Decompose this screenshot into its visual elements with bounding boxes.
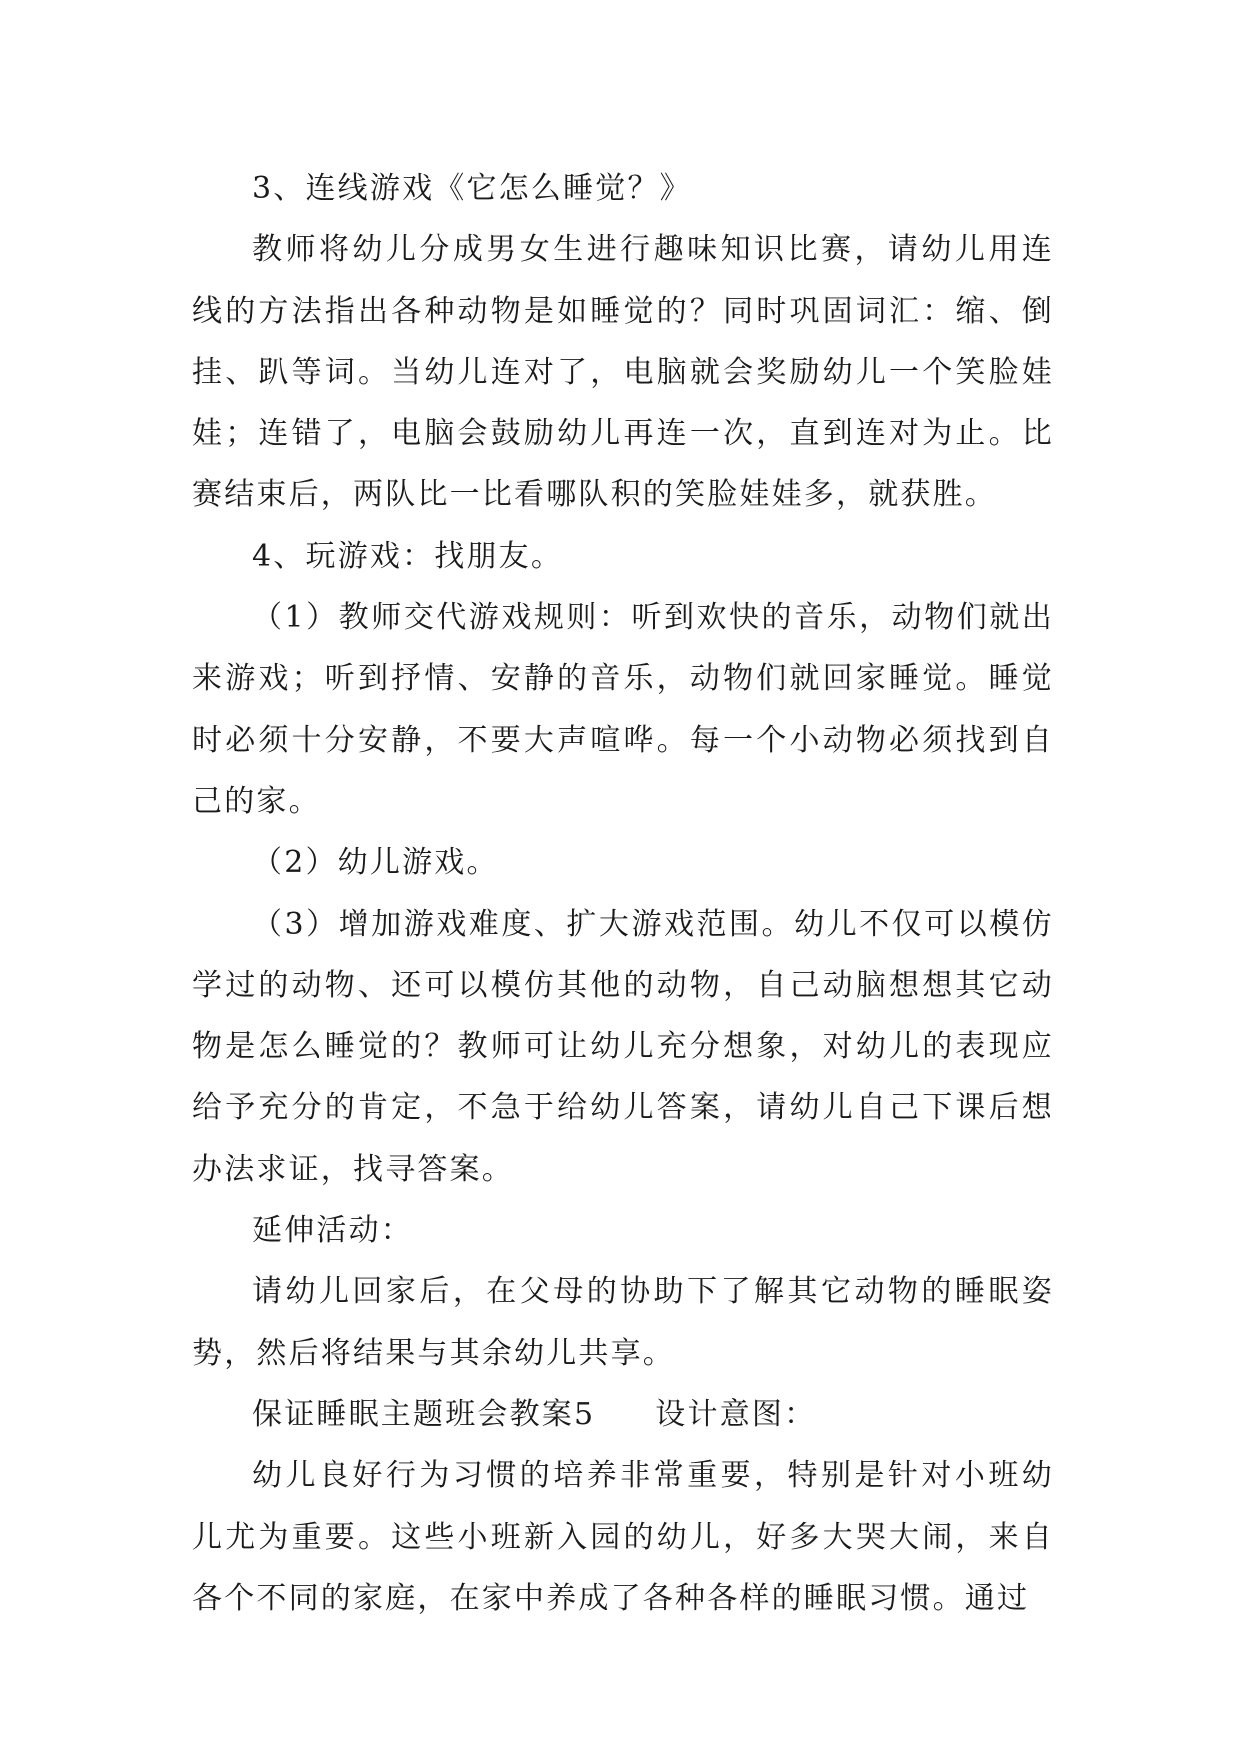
paragraph-design-intent-body: 幼儿良好行为习惯的培养非常重要，特别是针对小班幼儿尤为重要。这些小班新入园的幼儿，好多大哭大闹，来自各个不同的家庭，在家中养成了各种各样的睡眠习惯。通过 [192,1458,1054,1616]
design-intent-label: 设计意图： [655,1396,817,1432]
paragraph-extension-title: 延伸活动： [252,1213,413,1249]
document-body [192,158,1054,1629]
paragraph-activity-3-body: 教师将幼儿分成男女生进行趣味知识比赛，请幼儿用连线的方法指出各种动物是如睡觉的？同时巩固词汇：缩、倒挂、趴等词。当幼儿连对了，电脑就会奖励幼儿一个笑脸娃娃；连错了，电脑会鼓励幼儿再连一次，直到连对为止。比赛结束后，两队比一比看哪队积的笑脸娃娃多，就获胜。 [192,232,1054,513]
paragraph-activity-3-title: 3、连线游戏《它怎么睡觉？》 [252,171,692,206]
lesson-plan-title: 保证睡眠主题班会教案5 [252,1396,596,1432]
lesson-plan-heading-line [192,1384,1054,1445]
paragraph-step-1: （1）教师交代游戏规则：听到欢快的音乐，动物们就出来游戏；听到抒情、安静的音乐，动物们就回家睡觉。睡觉时必须十分安静，不要大声喧哗。每一个小动物必须找到自己的家。 [192,600,1054,819]
paragraph-step-2: （2）幼儿游戏。 [252,845,499,881]
paragraph-activity-4-title: 4、玩游戏：找朋友。 [252,538,564,574]
paragraph-step-3: （3）增加游戏难度、扩大游戏范围。幼儿不仅可以模仿学过的动物、还可以模仿其他的动物，自己动脑想想其它动物是怎么睡觉的？教师可让幼儿充分想象，对幼儿的表现应给予充分的肯定，不急于给幼儿答案，请幼儿自己下课后想办法求证，找寻答案。 [192,906,1054,1187]
paragraph-extension-body: 请幼儿回家后，在父母的协助下了解其它动物的睡眠姿势，然后将结果与其余幼儿共享。 [192,1274,1054,1371]
